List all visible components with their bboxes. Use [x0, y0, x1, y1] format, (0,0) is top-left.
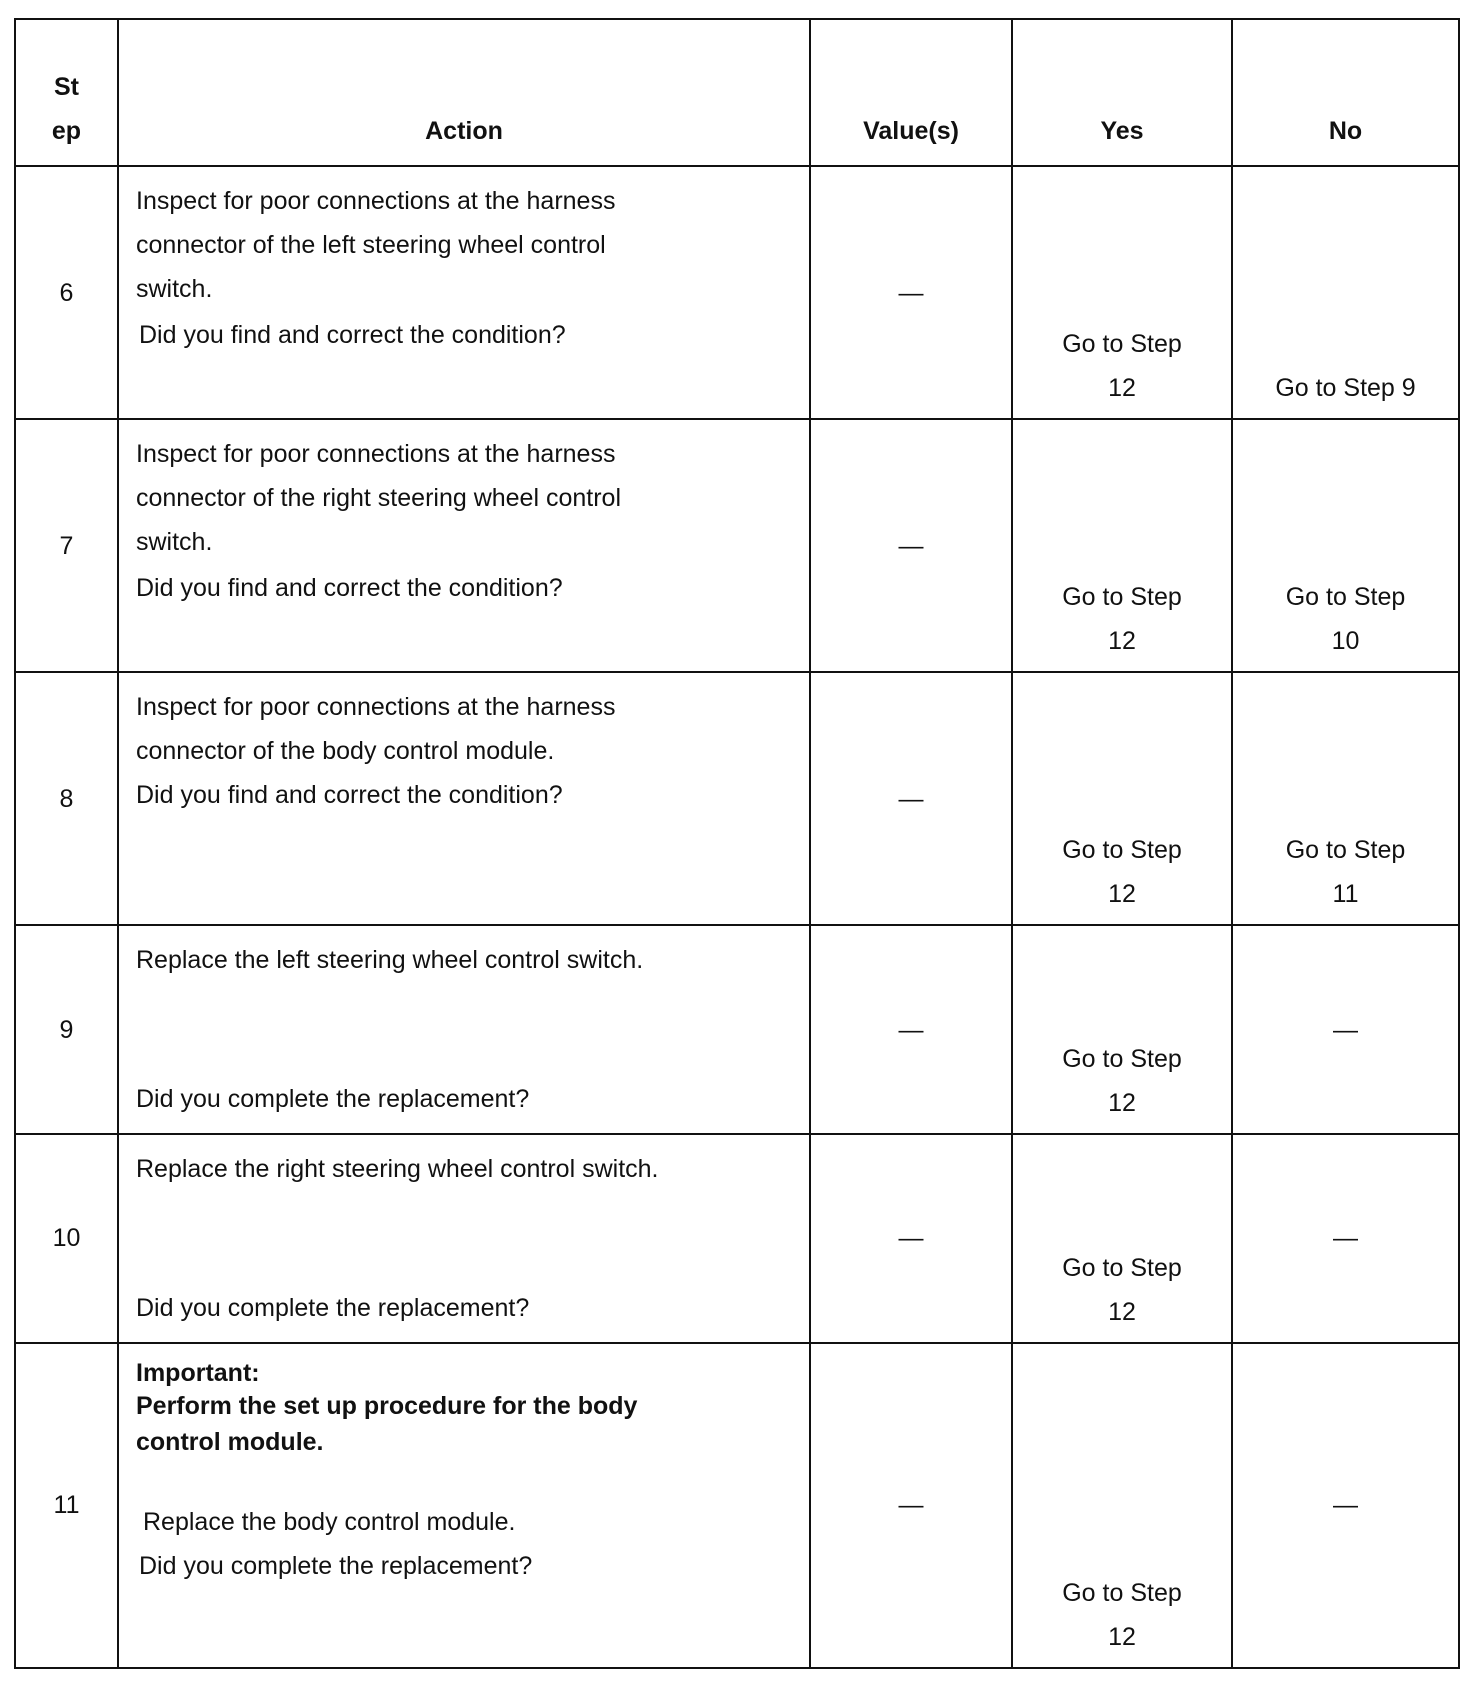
header-action: Action	[118, 19, 810, 166]
yes-step-number: 12	[1108, 1089, 1136, 1118]
step-number: 9	[15, 925, 118, 1134]
value-cell: —	[810, 672, 1012, 925]
action-cell	[118, 419, 810, 672]
no-cell: —	[1232, 1134, 1459, 1343]
table-row	[15, 1134, 1459, 1343]
yes-cell	[1012, 166, 1232, 419]
action-question: Did you find and correct the condition?	[136, 781, 563, 810]
no-text: Go to Step 9	[1275, 374, 1416, 403]
yes-text: Go to Step	[1062, 1045, 1182, 1074]
action-cell	[118, 672, 810, 925]
yes-text: Go to Step	[1062, 583, 1182, 612]
yes-step-number: 12	[1108, 627, 1136, 656]
important-text: control module.	[136, 1427, 324, 1456]
action-text: connector of the left steering wheel control	[136, 231, 606, 260]
no-cell: —	[1232, 1343, 1459, 1668]
yes-text: Go to Step	[1062, 1253, 1182, 1282]
step-number: 6	[15, 166, 118, 419]
action-text: connector of the body control module.	[136, 737, 555, 766]
action-cell	[118, 166, 810, 419]
yes-text: Go to Step	[1062, 1579, 1182, 1607]
no-cell	[1232, 166, 1459, 419]
action-question: Did you find and correct the condition?	[136, 574, 563, 603]
table-row	[15, 925, 1459, 1134]
no-cell	[1232, 419, 1459, 672]
action-question: Did you find and correct the condition?	[139, 321, 566, 350]
table-row	[15, 419, 1459, 672]
action-text: switch.	[136, 275, 213, 304]
yes-cell	[1012, 925, 1232, 1134]
action-text: Replace the left steering wheel control switch.	[136, 946, 644, 975]
important-text: Perform the set up procedure for the body	[136, 1391, 638, 1420]
header-values: Value(s)	[810, 19, 1012, 166]
action-cell	[118, 1134, 810, 1343]
action-cell	[118, 1343, 810, 1668]
action-text: Inspect for poor connections at the harness	[136, 693, 616, 722]
action-question: Did you complete the replacement?	[136, 1085, 530, 1114]
yes-cell	[1012, 1134, 1232, 1343]
yes-step-number: 12	[1108, 374, 1136, 403]
action-question: Did you complete the replacement?	[136, 1293, 530, 1322]
action-text: switch.	[136, 528, 213, 557]
header-step-line1: St	[54, 73, 79, 102]
yes-step-number: 12	[1108, 880, 1136, 909]
action-question: Did you complete the replacement?	[139, 1551, 533, 1580]
diagnostic-steps-table	[14, 18, 1460, 1669]
action-text: connector of the right steering wheel control	[136, 484, 621, 513]
table-header-row	[15, 19, 1459, 166]
yes-step-number: 12	[1108, 1297, 1136, 1326]
action-cell	[118, 925, 810, 1134]
important-label: Important:	[136, 1358, 260, 1387]
action-text: Inspect for poor connections at the harness	[136, 440, 616, 469]
table-row	[15, 166, 1459, 419]
value-cell: —	[810, 1134, 1012, 1343]
yes-step-number: 12	[1108, 1623, 1136, 1651]
action-text: Replace the body control module.	[143, 1507, 516, 1536]
value-cell: —	[810, 166, 1012, 419]
step-number: 7	[15, 419, 118, 672]
action-text: Inspect for poor connections at the harness	[136, 187, 616, 216]
header-no: No	[1232, 19, 1459, 166]
no-cell	[1232, 672, 1459, 925]
yes-cell	[1012, 672, 1232, 925]
no-cell: —	[1232, 925, 1459, 1134]
no-step-number: 10	[1331, 627, 1360, 656]
value-cell: —	[810, 419, 1012, 672]
table-row	[15, 672, 1459, 925]
step-number: 10	[15, 1134, 118, 1343]
no-step-number: 11	[1332, 880, 1359, 909]
yes-text: Go to Step	[1062, 330, 1182, 359]
yes-cell	[1012, 419, 1232, 672]
header-step-line2: ep	[51, 117, 82, 146]
no-text: Go to Step	[1285, 583, 1406, 612]
no-text: Go to Step	[1285, 836, 1406, 865]
yes-text: Go to Step	[1062, 836, 1182, 865]
value-cell: —	[810, 925, 1012, 1134]
header-step	[15, 19, 118, 166]
header-yes: Yes	[1012, 19, 1232, 166]
action-text: Replace the right steering wheel control switch.	[136, 1155, 659, 1184]
yes-cell	[1012, 1343, 1232, 1668]
step-number: 8	[15, 672, 118, 925]
value-cell: —	[810, 1343, 1012, 1668]
table-row	[15, 1343, 1459, 1668]
step-number: 11	[15, 1343, 118, 1668]
